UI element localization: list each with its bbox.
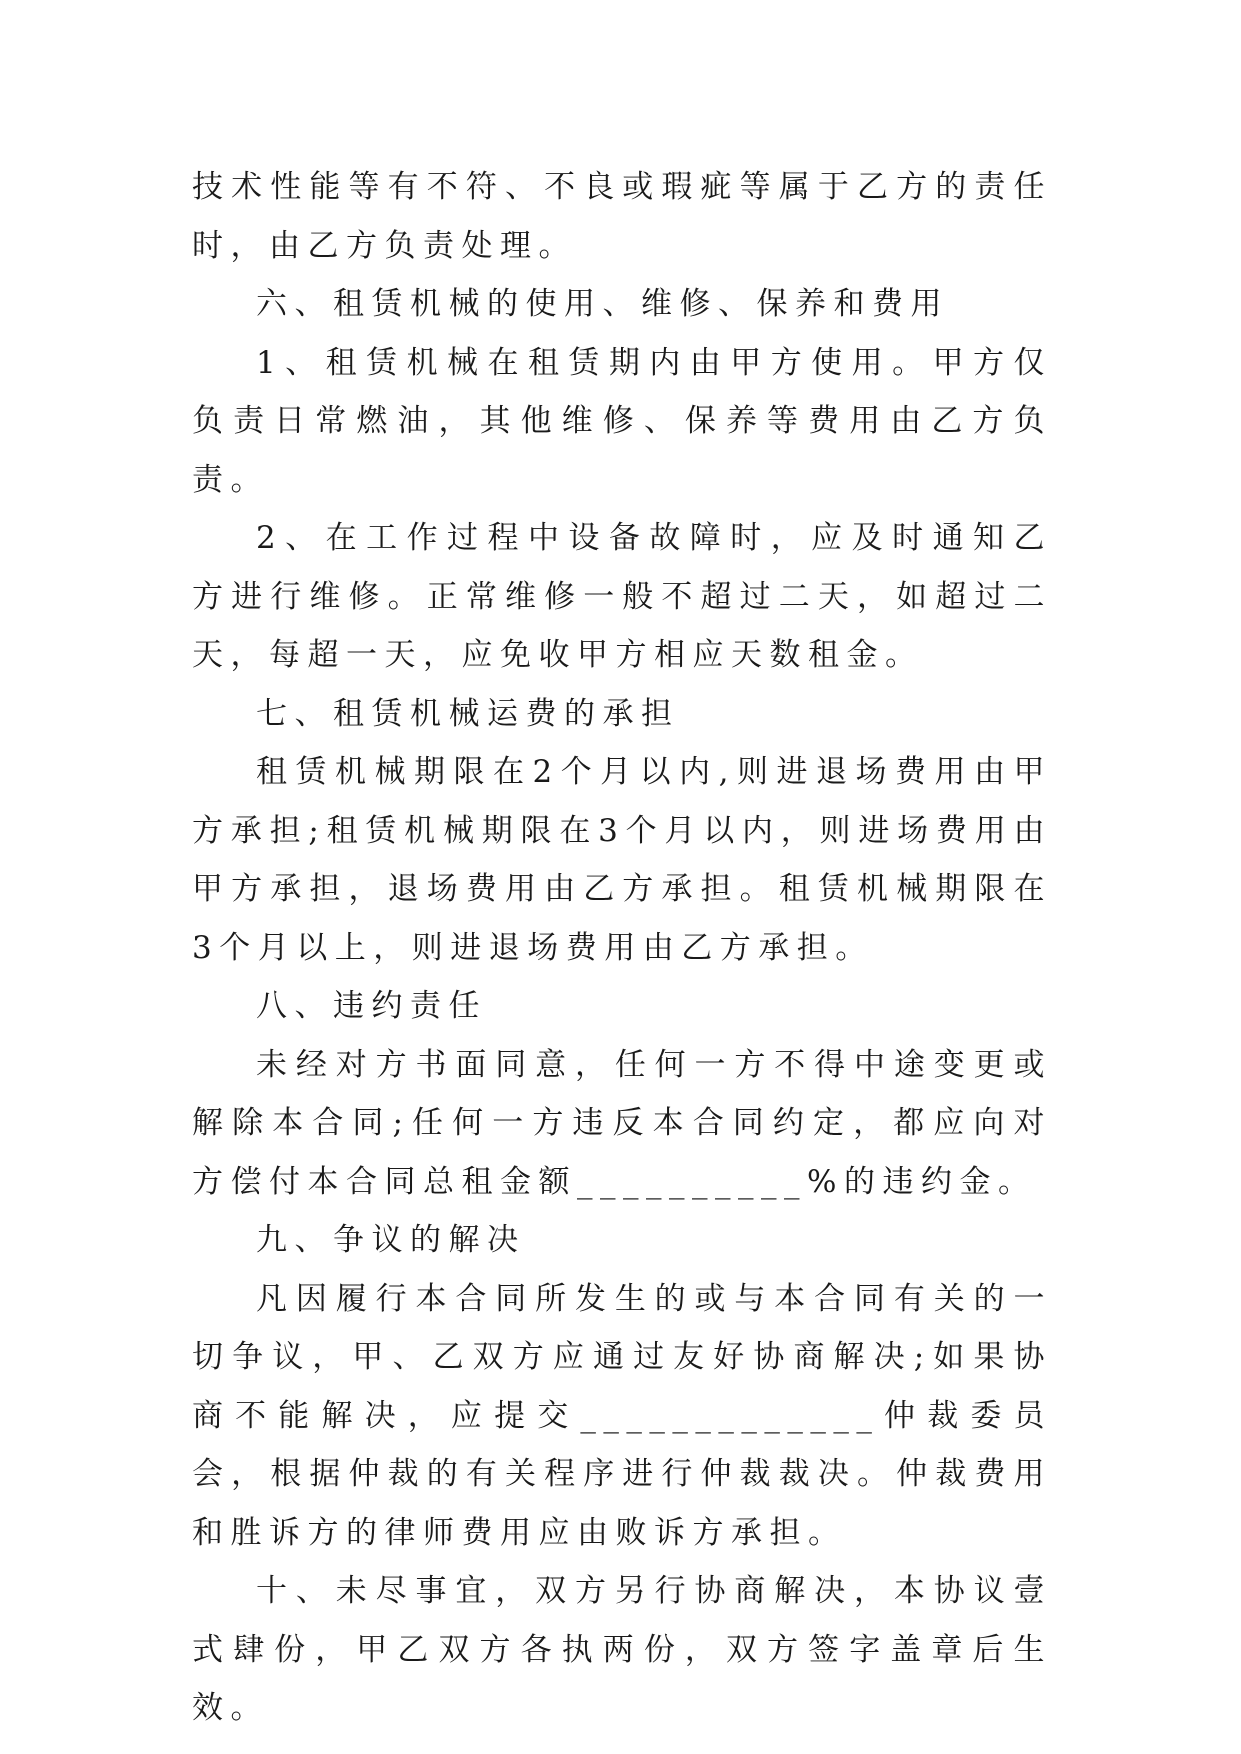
paragraph-8: 未经对方书面同意，任何一方不得中途变更或解除本合同;任何一方违反本合同约定，都应向对方偿付本合同总租金额__________%的违约金。: [192, 1046, 1052, 1200]
section-heading-8: 八、违约责任: [256, 988, 487, 1024]
document-body: [192, 158, 1052, 1738]
section-heading-7: 七、租赁机械运费的承担: [256, 695, 680, 732]
paragraph-continuation: 技术性能等有不符、不良或瑕疵等属于乙方的责任时，由乙方负责处理。: [192, 169, 1052, 264]
paragraph-9: 凡因履行本合同所发生的或与本合同有关的一切争议，甲、乙双方应通过友好协商解决;如果协商不能解决，应提交_____________仲裁委员会，根据仲裁的有关程序进行仲裁裁决。仲裁费用和胜诉方的律师费用应由败诉方承担。: [192, 1280, 1052, 1551]
paragraph-6-1: 1、租赁机械在租赁期内由甲方使用。甲方仅负责日常燃油，其他维修、保养等费用由乙方负责。: [192, 344, 1052, 498]
paragraph-6-2: 2、在工作过程中设备故障时，应及时通知乙方进行维修。正常维修一般不超过二天，如超过二天，每超一天，应免收甲方相应天数租金。: [192, 520, 1052, 673]
paragraph-7: 租赁机械期限在2个月以内,则进退场费用由甲方承担;租赁机械期限在3个月以内，则进场费用由甲方承担，退场费用由乙方承担。租赁机械期限在3个月以上，则进退场费用由乙方承担。: [192, 754, 1052, 966]
section-heading-9: 九、争议的解决: [256, 1222, 526, 1258]
section-heading-6: 六、租赁机械的使用、维修、保养和费用: [256, 286, 949, 322]
paragraph-10: 十、未尽事宜，双方另行协商解决，本协议壹式肆份，甲乙双方各执两份，双方签字盖章后生效。: [192, 1573, 1052, 1726]
